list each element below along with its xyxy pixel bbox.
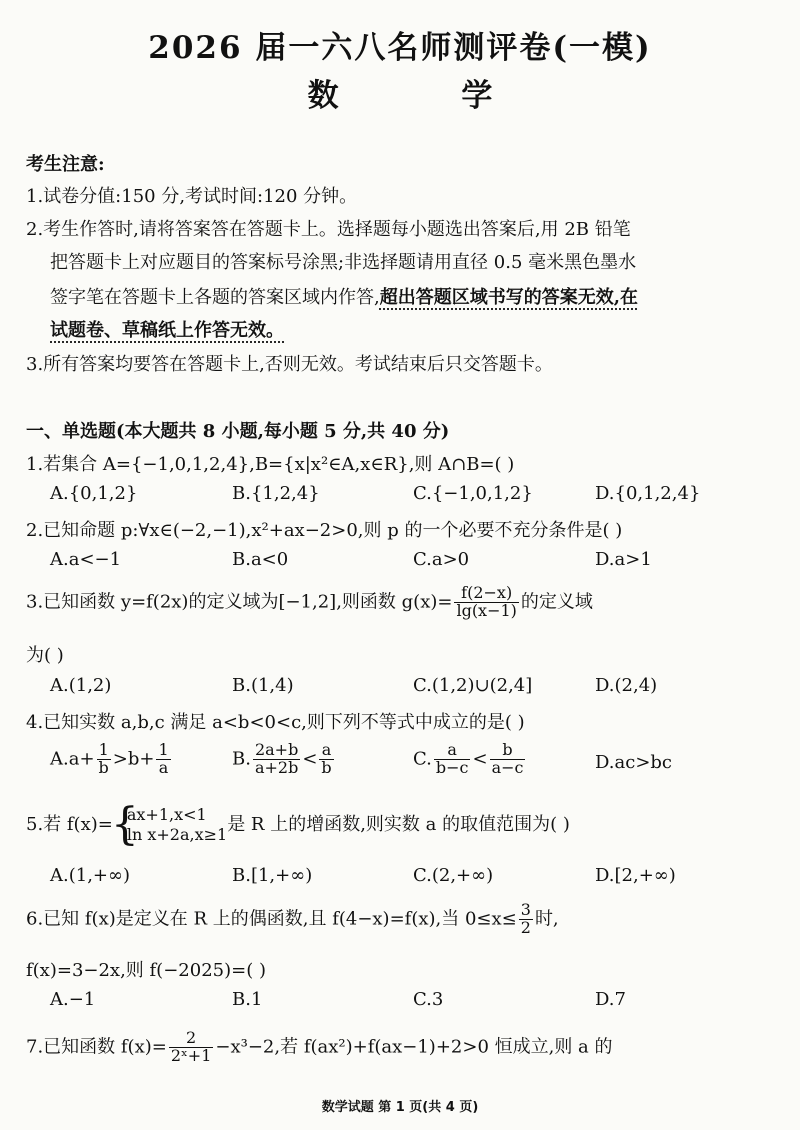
q3-stem-a: 3.已知函数 y=f(2x)的定义域为[−1,2],则函数 g(x)= (26, 591, 453, 613)
q2-option-d: D.a>1 (595, 549, 652, 570)
q5-option-b: B.[1,+∞) (232, 865, 313, 886)
q3-option-d: D.(2,4) (595, 675, 658, 696)
q5-case-1: { ax+1,x<1 (126, 805, 207, 824)
q4c-den-1: b−c (435, 757, 469, 777)
q6-option-b: B.1 (232, 989, 263, 1010)
q3-frac-den: lg(x−1) (456, 600, 517, 620)
q3-stem-b: 的定义域 (520, 591, 593, 613)
q2-option-a: A.a<−1 (50, 549, 122, 570)
question-5-stem (26, 805, 570, 845)
q5-piecewise (113, 805, 227, 845)
notice-heading: 考生注意: (26, 154, 105, 175)
notice-line-2b: 把答题卡上对应题目的答案标号涂黑;非选择题请用直径 0.5 毫米黑色墨水 (50, 252, 637, 273)
q7-frac-num: 2 (169, 1030, 214, 1048)
question-6-stem-cont: f(x)=3−2x,则 f(−2025)=( ) (26, 960, 266, 981)
q3-option-c: C.(1,2)∪(2,4] (413, 675, 533, 696)
q4a-frac-1 (97, 742, 111, 777)
question-1-stem: 1.若集合 A={−1,0,1,2,4},B={x|x²∈A,x∈R},则 A∩B=( ) (26, 454, 515, 475)
q4b-num-1: 2a+b (254, 740, 299, 759)
q4-option-c (413, 742, 527, 777)
notice-line-2d (50, 316, 284, 342)
q7-stem-b: −x³−2,若 f(ax²)+f(ax−1)+2>0 恒成立,则 a 的 (215, 1036, 613, 1058)
q4c-pre: C. (413, 748, 432, 770)
question-3-stem-cont: 为( ) (26, 645, 64, 666)
notice-line-1: 1.试卷分值:150 分,考试时间:120 分钟。 (26, 186, 358, 207)
q7-fraction (169, 1030, 214, 1065)
q4b-num-2: a (319, 742, 333, 760)
q4a-pre: A.a+ (50, 748, 95, 770)
q6-option-c: C.3 (413, 989, 444, 1010)
q2-option-b: B.a<0 (232, 549, 289, 570)
q4b-frac-2 (319, 742, 333, 777)
q5-stem-b: 是 R 上的增函数,则实数 a 的取值范围为( ) (227, 814, 570, 835)
section-1-heading: 一、单选题(本大题共 8 小题,每小题 5 分,共 40 分) (26, 421, 450, 442)
q5-option-c: C.(2,+∞) (413, 865, 494, 886)
q4c-mid: < (472, 748, 488, 770)
q3-option-a: A.(1,2) (50, 675, 112, 696)
q6-stem-a: 6.已知 f(x)是定义在 R 上的偶函数,且 f(4−x)=f(x),当 0≤x≤ (26, 908, 517, 930)
q7-frac-den: 2ˣ+1 (170, 1045, 212, 1065)
question-4-stem: 4.已知实数 a,b,c 满足 a<b<0<c,则下列不等式中成立的是( ) (26, 712, 525, 733)
question-6-stem (26, 902, 559, 937)
notice-emphasis-1: 超出答题区域书写的答案无效,在 (379, 287, 638, 308)
q4a-den-2: a (158, 757, 169, 777)
q1-option-b: B.{1,2,4} (232, 483, 320, 504)
exam-subject: 数 学 (307, 78, 549, 114)
question-7-stem (26, 1030, 613, 1065)
q6-frac-num: 3 (520, 900, 531, 919)
q1-option-d: D.{0,1,2,4} (595, 483, 701, 504)
page-footer: 数学试题 第 1 页(共 4 页) (321, 1100, 479, 1115)
q4c-num-2: b (490, 742, 526, 760)
q6-fraction (519, 902, 533, 937)
question-2-stem: 2.已知命题 p:∀x∈(−2,−1),x²+ax−2>0,则 p 的一个必要不充分条件是( ) (26, 520, 623, 541)
q4c-den-2: a−c (491, 757, 524, 777)
q4a-num-1: 1 (97, 742, 111, 760)
q4a-num-2: 1 (158, 740, 169, 759)
question-3-stem (26, 585, 593, 620)
q5-option-d: D.[2,+∞) (595, 865, 676, 886)
q4a-mid: >b+ (112, 748, 155, 770)
q6-option-a: A.−1 (50, 989, 96, 1010)
q4c-frac-1 (434, 742, 471, 777)
notice-line-2c (50, 283, 638, 309)
exam-title: 2026 届一六八名师测评卷(一模) (148, 30, 652, 66)
notice-emphasis-2: 试题卷、草稿纸上作答无效。 (50, 320, 284, 341)
q4-option-b (232, 742, 336, 777)
q4b-frac-1 (253, 742, 300, 777)
q2-option-c: C.a>0 (413, 549, 470, 570)
q3-frac-num: f(2−x) (454, 585, 518, 603)
q4a-den-1: b (98, 757, 109, 777)
notice-line-2a: 2.考生作答时,请将答案答在答题卡上。选择题每小题选出答案后,用 2B 铅笔 (26, 219, 631, 240)
notice-line-3: 3.所有答案均要答在答题卡上,否则无效。考试结束后只交答题卡。 (26, 354, 553, 375)
q5-case-2: ln x+2a,x≥1 (126, 825, 228, 844)
q4-option-d: D.ac>bc (595, 752, 673, 773)
q7-stem-a: 7.已知函数 f(x)= (26, 1036, 167, 1058)
q5-option-a: A.(1,+∞) (50, 865, 131, 886)
q6-stem-b: 时, (534, 908, 559, 930)
q3-fraction (454, 585, 518, 620)
notice-line-2c-text: 签字笔在答题卡上各题的答案区域内作答, (50, 287, 380, 308)
q4c-frac-2 (490, 742, 526, 777)
q3-option-b: B.(1,4) (232, 675, 294, 696)
q4b-mid: < (302, 748, 318, 770)
q6-option-d: D.7 (595, 989, 626, 1010)
q4b-den-2: b (321, 757, 332, 777)
q4c-num-1: a (434, 742, 471, 760)
q4b-den-1: a+2b (254, 757, 299, 777)
q6-frac-den: 2 (520, 917, 531, 937)
q4b-pre: B. (232, 748, 251, 770)
q4-option-a (50, 742, 173, 777)
q1-option-a: A.{0,1,2} (50, 483, 138, 504)
q1-option-c: C.{−1,0,1,2} (413, 483, 533, 504)
q5-stem-a: 5.若 f(x)= (26, 814, 113, 835)
q4a-frac-2 (156, 742, 170, 777)
